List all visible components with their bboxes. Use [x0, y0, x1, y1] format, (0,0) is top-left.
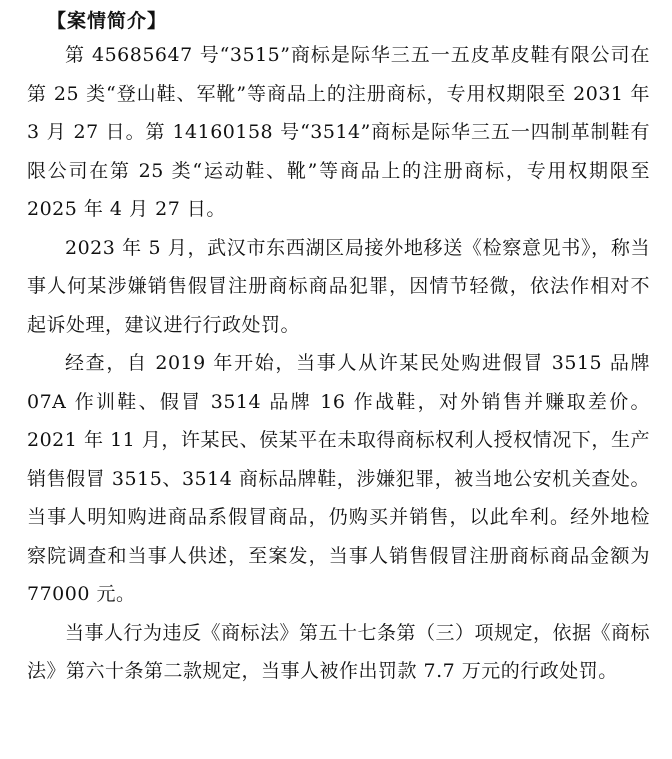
- paragraph-penalty-decision: 当事人行为违反《商标法》第五十七条第（三）项规定，依据《商标法》第六十条第二款规定，当事人被作出罚款 7.7 万元的行政处罚。: [27, 621, 651, 682]
- paragraph-investigation-findings: 经查，自 2019 年开始，当事人从许某民处购进假冒 3515 品牌 07A 作训鞋、假冒 3514 品牌 16 作战鞋，对外销售并赚取差价。2021 年 11 月，许某民、侯某平在未取得商标权利人授权情况下，生产销售假冒 3515、3514 商标品牌鞋，涉嫌犯罪，被当地公安机关查处。当事人明知购进商品系假冒商品，仍购买并销售，以此牟利。经外地检察院调查和当事人供述，至案发，当事人销售假冒注册商标商品金额为 77000 元。: [27, 352, 650, 605]
- section-heading: 【案情简介】: [47, 10, 168, 32]
- paragraph-trademark-registration: 第 45685647 号“3515”商标是际华三五一五皮革皮鞋有限公司在第 25 类“登山鞋、军靴”等商品上的注册商标，专用权期限至 2031 年 3 月 27 日。第 14160158 号“3514”商标是际华三五一四制革制鞋有限公司在第 25 类“运动鞋、靴”等商品上的注册商标，专用权期限至 2025 年 4 月 27 日。: [27, 44, 650, 220]
- paragraph-case-referral: 2023 年 5 月，武汉市东西湖区局接外地移送《检察意见书》，称当事人何某涉嫌销售假冒注册商标商品犯罪，因情节轻微，依法作相对不起诉处理，建议进行行政处罚。: [27, 236, 650, 336]
